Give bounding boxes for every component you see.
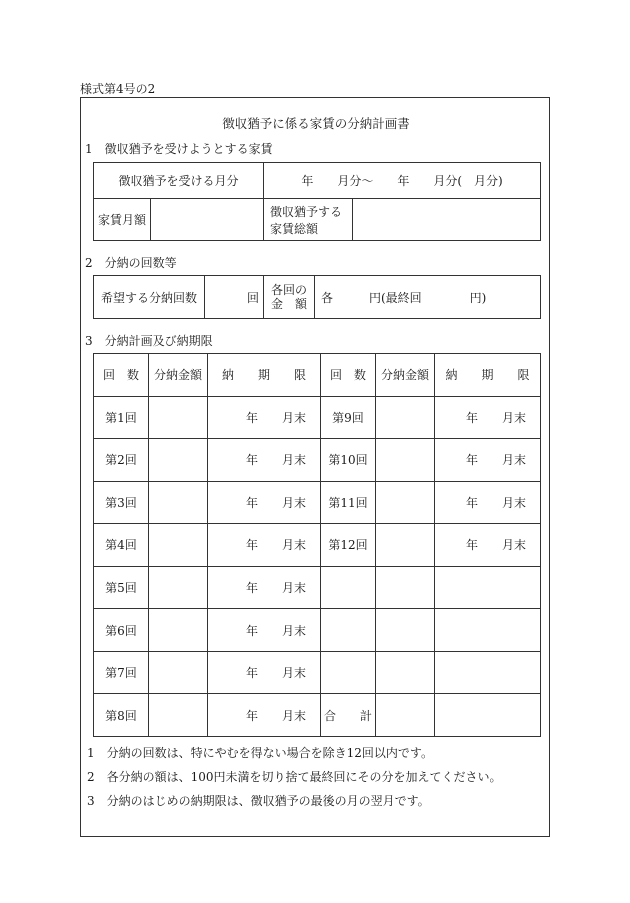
right-due-field[interactable] — [435, 651, 541, 694]
total-rent-label-line2: 家賃総額 — [270, 221, 319, 236]
right-due-field[interactable] — [435, 609, 541, 652]
monthly-rent-label: 家賃月額 — [94, 199, 151, 241]
left-amount-field[interactable] — [149, 524, 208, 567]
left-due-field[interactable]: 年 月末 — [208, 609, 321, 652]
left-due-field[interactable]: 年 月末 — [208, 439, 321, 482]
left-installment-no: 第7回 — [94, 651, 149, 694]
left-due-field[interactable]: 年 月末 — [208, 651, 321, 694]
table-row — [94, 396, 541, 439]
table-row — [94, 524, 541, 567]
left-installment-no: 第8回 — [94, 694, 149, 737]
installment-count-table — [93, 275, 541, 319]
table-row — [94, 481, 541, 524]
note-1: 1 分納の回数は、特にやむを得ない場合を除き12回以内です。 — [87, 746, 433, 760]
each-amount-label — [264, 276, 315, 319]
section2-heading: 2 分納の回数等 — [85, 256, 177, 270]
right-amount-field[interactable] — [376, 609, 435, 652]
right-installment-no — [321, 609, 376, 652]
installment-plan-table — [93, 353, 541, 737]
left-due-field[interactable]: 年 月末 — [208, 396, 321, 439]
left-installment-no: 第4回 — [94, 524, 149, 567]
section3-heading: 3 分納計画及び納期限 — [85, 334, 213, 348]
left-installment-no: 第6回 — [94, 609, 149, 652]
right-due-field[interactable] — [435, 566, 541, 609]
note-2: 2 各分納の額は、100円未満を切り捨て最終回にその分を加えてください。 — [87, 770, 502, 784]
total-label: 合 計 — [321, 694, 376, 737]
left-installment-no: 第5回 — [94, 566, 149, 609]
header-count-left: 回 数 — [94, 354, 149, 397]
installment-count-field[interactable] — [205, 276, 264, 319]
deferral-month-value[interactable]: 年 月分～ 年 月分( 月分) — [264, 163, 541, 199]
left-installment-no: 第1回 — [94, 396, 149, 439]
right-amount-field[interactable] — [376, 396, 435, 439]
header-amount-left: 分納金額 — [149, 354, 208, 397]
right-amount-field[interactable] — [376, 566, 435, 609]
right-amount-field[interactable] — [376, 651, 435, 694]
form-number: 様式第4号の2 — [80, 82, 156, 96]
left-amount-field[interactable] — [149, 609, 208, 652]
total-rent-field[interactable] — [353, 199, 541, 241]
deferral-month-label: 徴収猶予を受ける月分 — [94, 163, 264, 199]
right-due-field[interactable]: 年 月末 — [435, 524, 541, 567]
table-row — [94, 609, 541, 652]
right-amount-field[interactable] — [376, 524, 435, 567]
left-amount-field[interactable] — [149, 566, 208, 609]
table-row — [94, 566, 541, 609]
left-due-field[interactable]: 年 月末 — [208, 694, 321, 737]
left-amount-field[interactable] — [149, 396, 208, 439]
left-installment-no: 第3回 — [94, 481, 149, 524]
total-rent-label-line1: 徴収猶予する — [270, 204, 343, 219]
right-amount-field[interactable] — [376, 481, 435, 524]
total-rent-label — [264, 199, 353, 241]
right-due-field[interactable]: 年 月末 — [435, 481, 541, 524]
right-amount-field[interactable] — [376, 439, 435, 482]
left-due-field[interactable]: 年 月末 — [208, 566, 321, 609]
each-amount-label-line2: 金 額 — [270, 297, 307, 311]
header-count-right: 回 数 — [321, 354, 376, 397]
form-title: 徴収猶予に係る家賃の分納計画書 — [222, 116, 410, 131]
left-amount-field[interactable] — [149, 481, 208, 524]
installment-count-label: 希望する分納回数 — [94, 276, 205, 319]
table-row — [94, 439, 541, 482]
right-installment-no — [321, 566, 376, 609]
monthly-rent-field[interactable] — [151, 199, 264, 241]
right-due-field[interactable]: 年 月末 — [435, 439, 541, 482]
header-amount-right: 分納金額 — [376, 354, 435, 397]
left-due-field[interactable]: 年 月末 — [208, 524, 321, 567]
section1-heading: 1 徴収猶予を受けようとする家賃 — [85, 142, 273, 156]
left-installment-no: 第2回 — [94, 439, 149, 482]
right-installment-no — [321, 651, 376, 694]
left-amount-field[interactable] — [149, 694, 208, 737]
left-amount-field[interactable] — [149, 651, 208, 694]
right-installment-no: 第9回 — [321, 396, 376, 439]
count-unit: 回 — [246, 290, 259, 305]
header-due-right: 納 期 限 — [435, 354, 541, 397]
table-row — [94, 651, 541, 694]
each-amount-field[interactable]: 各 円(最終回 円) — [315, 276, 541, 319]
note-3: 3 分納のはじめの納期限は、徴収猶予の最後の月の翌月です。 — [87, 794, 430, 808]
table-row — [94, 694, 541, 737]
form-frame — [80, 97, 550, 837]
rent-table — [93, 162, 541, 241]
total-due-field[interactable] — [435, 694, 541, 737]
right-due-field[interactable]: 年 月末 — [435, 396, 541, 439]
right-installment-no: 第11回 — [321, 481, 376, 524]
header-due-left: 納 期 限 — [208, 354, 321, 397]
right-installment-no: 第12回 — [321, 524, 376, 567]
right-installment-no: 第10回 — [321, 439, 376, 482]
left-due-field[interactable]: 年 月末 — [208, 481, 321, 524]
each-amount-label-line1: 各回の — [270, 283, 307, 297]
total-amount-field[interactable] — [376, 694, 435, 737]
left-amount-field[interactable] — [149, 439, 208, 482]
